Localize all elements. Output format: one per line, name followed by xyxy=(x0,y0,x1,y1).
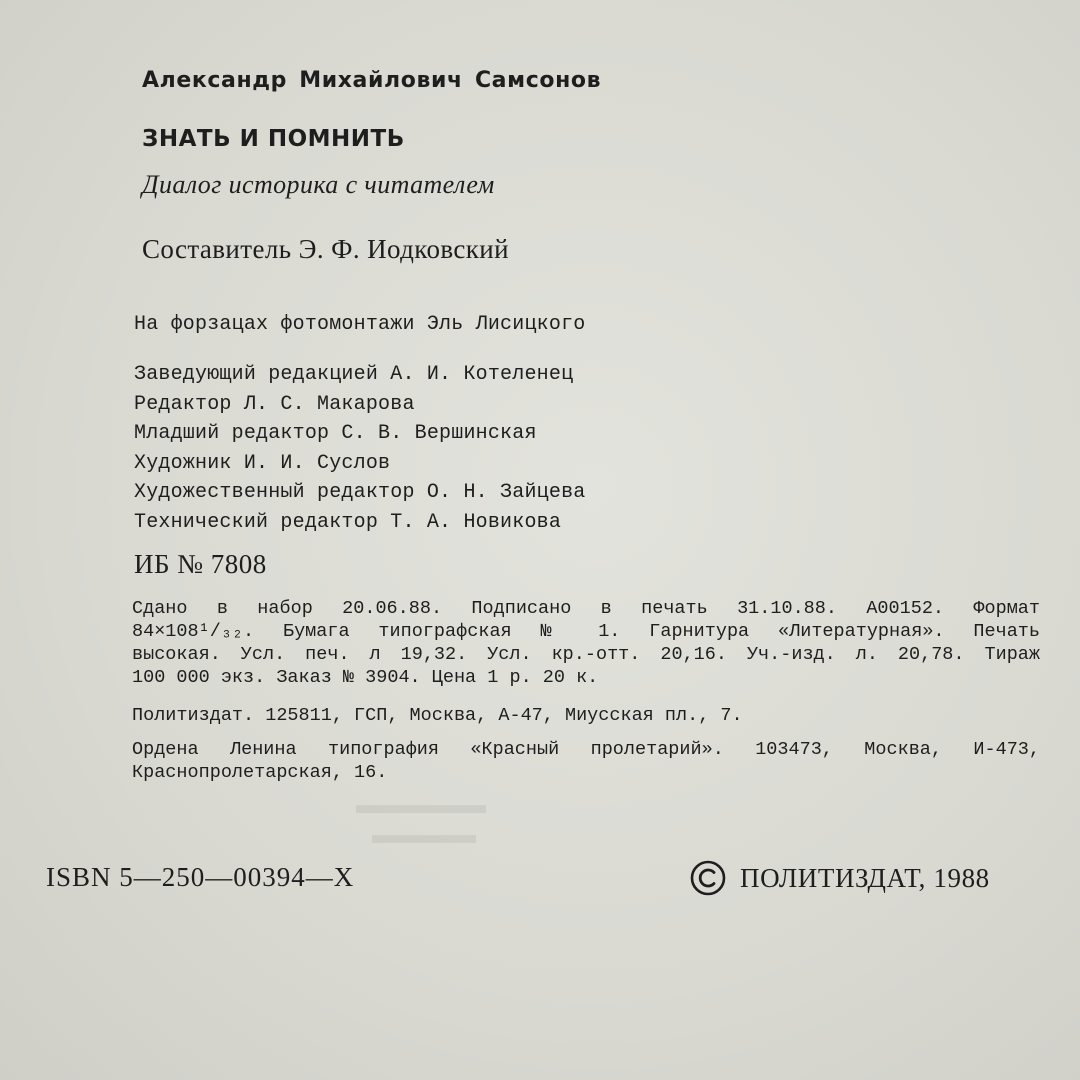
book-title: ЗНАТЬ И ПОМНИТЬ xyxy=(142,126,405,152)
print-details xyxy=(132,597,1040,689)
copyright-notice xyxy=(690,860,990,896)
illustrations-credit: На форзацах фотомонтажи Эль Лисицкого xyxy=(134,313,586,336)
compiler-credit: Составитель Э. Ф. Иодковский xyxy=(142,234,509,264)
isbn: ISBN 5—250—00394—X xyxy=(46,862,355,892)
book-subtitle: Диалог историка с читателем xyxy=(142,170,495,199)
publisher-address xyxy=(132,704,1040,727)
staff-head-editor: Заведующий редакцией А. И. Котеленец xyxy=(134,363,574,386)
copyright-text: ПОЛИТИЗДАТ, 1988 xyxy=(740,862,990,893)
print-details-line: высокая. Усл. печ. л 19,32. Усл. кр.-отт. 20,16. Уч.-изд. л. 20,78. Тираж xyxy=(132,644,1040,665)
bleed-through-mark: ▬▬▬▬▬ xyxy=(356,790,486,819)
author-name: Александр Михайлович Самсонов xyxy=(142,68,602,93)
staff-junior-editor: Младший редактор С. В. Вершинская xyxy=(134,422,537,445)
bleed-through-mark: ▬▬▬▬ xyxy=(372,820,476,849)
editorial-staff-list xyxy=(134,360,585,537)
staff-artist: Художник И. И. Суслов xyxy=(134,451,391,475)
print-details-line: 100 000 экз. Заказ № 3904. Цена 1 р. 20 к. xyxy=(132,667,599,688)
printer-info-line: Краснопролетарская, 16. xyxy=(132,762,388,783)
print-details-line: Сдано в набор 20.06.88. Подписано в печать 31.10.88. А00152. Формат xyxy=(132,598,1040,619)
staff-art-editor: Художественный редактор О. Н. Зайцева xyxy=(134,481,586,504)
staff-editor: Редактор Л. С. Макарова xyxy=(134,392,415,416)
staff-technical-editor: Технический редактор Т. А. Новикова xyxy=(134,510,562,534)
ib-number: ИБ № 7808 xyxy=(134,549,267,579)
print-details-line: 84×108¹/₃₂. Бумага типографская № 1. Гарнитура «Литературная». Печать xyxy=(132,621,1040,642)
publisher-address-line: Политиздат. 125811, ГСП, Москва, А-47, Миусская пл., 7. xyxy=(132,705,743,726)
copyright-icon xyxy=(690,860,726,896)
printer-info xyxy=(132,738,1040,784)
printer-info-line: Ордена Ленина типография «Красный пролетарий». 103473, Москва, И-473, xyxy=(132,739,1040,760)
